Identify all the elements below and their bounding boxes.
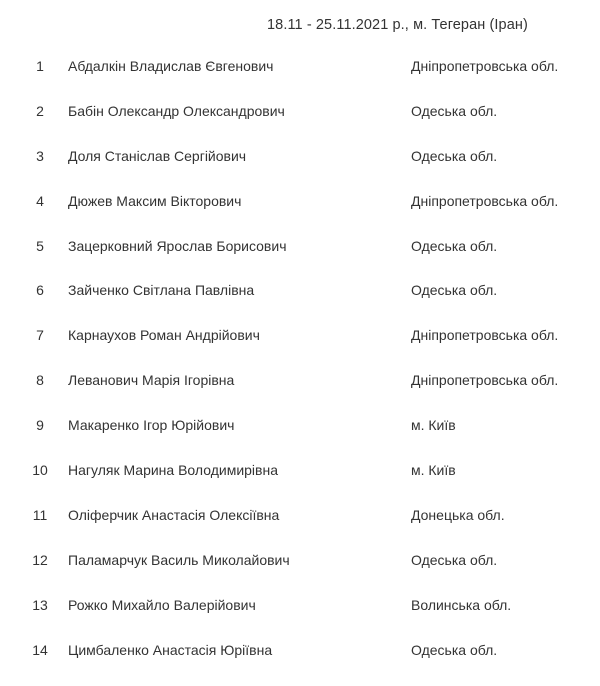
row-number: 11 <box>32 506 48 523</box>
participant-region: Одеська обл. <box>411 237 498 254</box>
participant-region: Одеська обл. <box>411 147 498 164</box>
participant-name: Оліферчик Анастасія Олексіївна <box>68 506 280 523</box>
list-item <box>0 238 600 283</box>
list-item <box>0 462 600 507</box>
participant-region: Дніпропетровська обл. <box>411 192 559 209</box>
list-item <box>0 372 600 417</box>
row-number: 2 <box>36 102 44 119</box>
participant-region: Дніпропетровська обл. <box>411 58 559 74</box>
row-number: 8 <box>36 372 44 389</box>
row-number: 5 <box>36 237 44 254</box>
participant-name: Карнаухов Роман Андрійович <box>68 327 260 344</box>
list-item <box>0 417 600 462</box>
list-item <box>0 282 600 327</box>
list-item <box>0 193 600 238</box>
participant-name: Доля Станіслав Сергійович <box>68 147 247 164</box>
participant-name: Макаренко Ігор Юрійович <box>68 417 235 434</box>
participant-name: Абдалкін Владислав Євгенович <box>68 58 274 74</box>
participant-region: м. Київ <box>411 462 456 479</box>
list-item <box>0 148 600 193</box>
participant-region: Дніпропетровська обл. <box>411 327 559 344</box>
list-item <box>0 327 600 372</box>
participant-name: Цимбаленко Анастасія Юріївна <box>68 641 273 658</box>
participant-name: Рожко Михайло Валерійович <box>68 596 256 613</box>
list-item <box>0 642 600 686</box>
participant-region: Одеська обл. <box>411 102 498 119</box>
list-item <box>0 552 600 597</box>
participant-name: Нагуляк Марина Володимирівна <box>68 462 278 479</box>
row-number: 14 <box>32 641 48 658</box>
participant-region: Донецька обл. <box>411 506 505 523</box>
participant-region: Волинська обл. <box>411 596 512 613</box>
participants-list <box>0 58 600 686</box>
participant-name: Зацерковний Ярослав Борисович <box>68 237 287 254</box>
participant-region: м. Київ <box>411 417 456 434</box>
row-number: 12 <box>32 551 48 568</box>
participant-region: Одеська обл. <box>411 282 498 299</box>
participant-region: Дніпропетровська обл. <box>411 372 559 389</box>
participant-name: Бабін Олександр Олександрович <box>68 102 285 119</box>
list-item <box>0 103 600 148</box>
participant-name: Дюжев Максим Вікторович <box>68 192 242 209</box>
row-number: 4 <box>36 192 44 209</box>
participant-region: Одеська обл. <box>411 551 498 568</box>
participant-name: Зайченко Світлана Павлівна <box>68 282 255 299</box>
row-number: 13 <box>32 596 48 613</box>
participant-name: Леванович Марія Ігорівна <box>68 372 235 389</box>
list-item <box>0 597 600 642</box>
event-dates-location: 18.11 - 25.11.2021 р., м. Тегеран (Іран) <box>267 17 528 33</box>
document-header <box>0 17 600 37</box>
list-item <box>0 507 600 552</box>
list-item <box>0 58 600 103</box>
row-number: 3 <box>36 147 44 164</box>
row-number: 10 <box>32 462 48 479</box>
participant-name: Паламарчук Василь Миколайович <box>68 551 290 568</box>
row-number: 9 <box>36 417 44 434</box>
participant-region: Одеська обл. <box>411 641 498 658</box>
row-number: 1 <box>36 58 44 74</box>
row-number: 6 <box>36 282 44 299</box>
row-number: 7 <box>36 327 44 344</box>
